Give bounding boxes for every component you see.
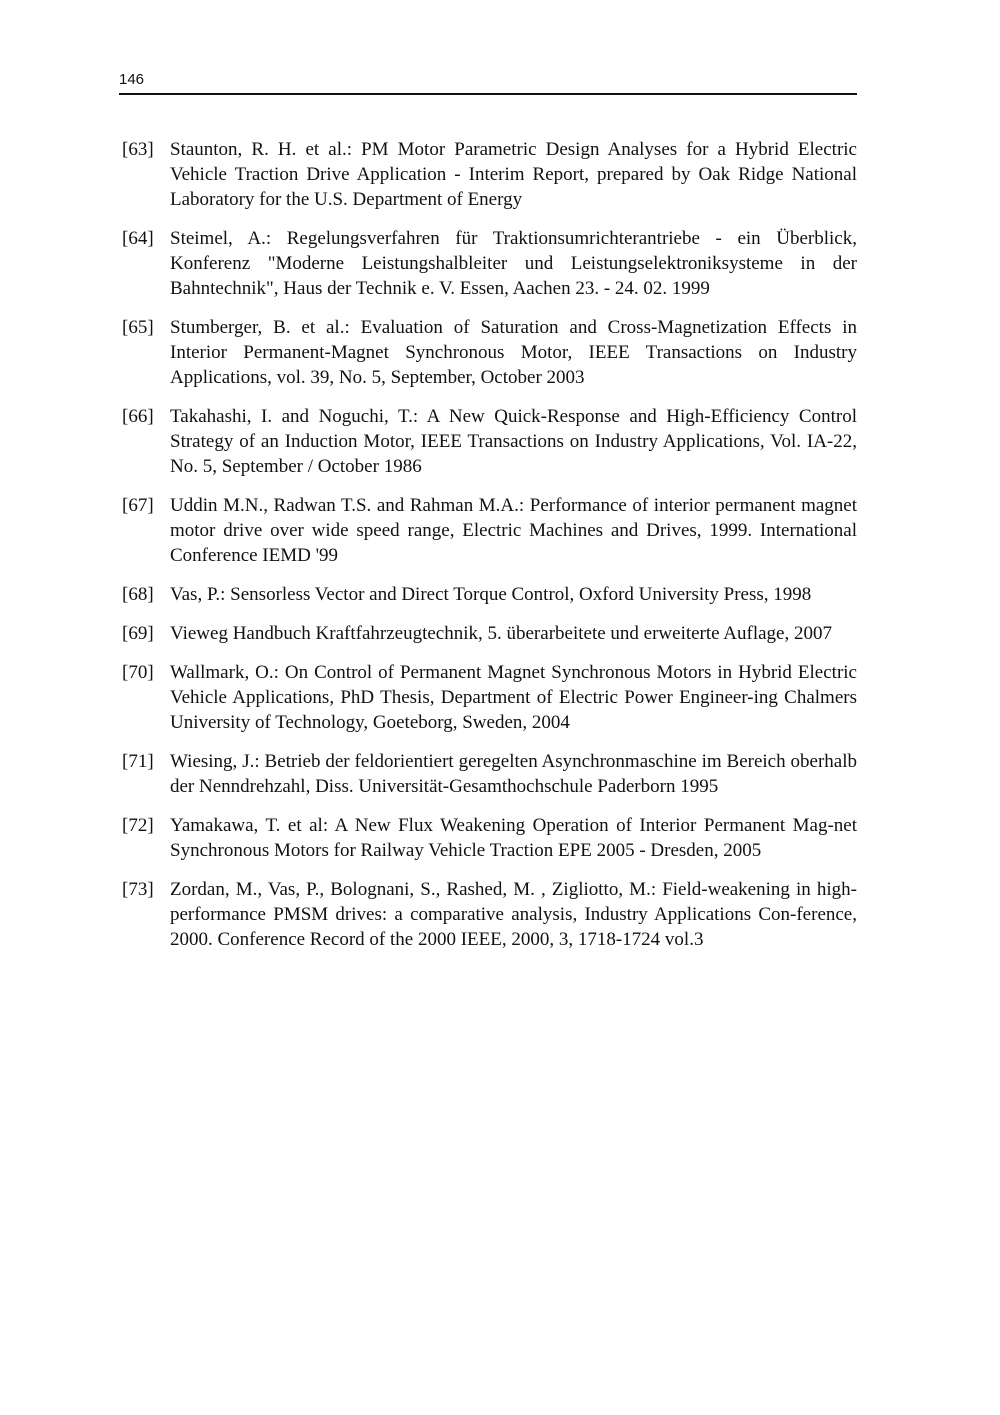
reference-item: [122, 660, 857, 735]
reference-label: [70]: [122, 662, 154, 683]
reference-label: [72]: [122, 815, 154, 836]
reference-item: [122, 137, 857, 212]
reference-text: Vieweg Handbuch Kraftfahrzeugtechnik, 5. überarbeitete und erweiterte Auflage, 2007: [170, 623, 832, 644]
reference-label: [65]: [122, 317, 154, 338]
reference-text: Stumberger, B. et al.: Evaluation of Saturation and Cross-Magnetization Effects in Interior Permanent-Magnet Synchronous Motor, IEEE Transactions on Industry Applications, vol. 39, No. 5, September, October 2003: [170, 317, 857, 388]
reference-label: [66]: [122, 406, 154, 427]
reference-item: [122, 877, 857, 952]
reference-item: [122, 621, 857, 646]
reference-text: Zordan, M., Vas, P., Bolognani, S., Rashed, M. , Zigliotto, M.: Field-weakening in high-performance PMSM drives: a comparative analysis, Industry Applications Con-ference, 2000. Conference Record of the 2000 IEEE, 2000, 3, 1718-1724 vol.3: [170, 879, 857, 950]
reference-text: Wallmark, O.: On Control of Permanent Magnet Synchronous Motors in Hybrid Electric Vehicle Applications, PhD Thesis, Department of Electric Power Engineer-ing Chalmers University of Technology, Goeteborg, Sweden, 2004: [170, 662, 857, 733]
reference-label: [71]: [122, 751, 154, 772]
header-rule: [119, 93, 857, 95]
reference-item: [122, 813, 857, 863]
reference-item: [122, 315, 857, 390]
reference-label: [64]: [122, 228, 154, 249]
reference-item: [122, 493, 857, 568]
reference-item: [122, 226, 857, 301]
reference-label: [67]: [122, 495, 154, 516]
reference-label: [69]: [122, 623, 154, 644]
reference-text: Wiesing, J.: Betrieb der feldorientiert geregelten Asynchronmaschine im Bereich oberhalb der Nenndrehzahl, Diss. Universität-Gesamthochschule Paderborn 1995: [170, 751, 857, 797]
page-number: 146: [119, 71, 145, 88]
reference-label: [63]: [122, 139, 154, 160]
reference-text: Yamakawa, T. et al: A New Flux Weakening Operation of Interior Permanent Mag-net Synchronous Motors for Railway Vehicle Traction EPE 2005 - Dresden, 2005: [170, 815, 857, 861]
reference-text: Steimel, A.: Regelungsverfahren für Traktionsumrichterantriebe - ein Überblick, Konferenz "Moderne Leistungshalbleiter und Leistungselektroniksysteme in der Bahntechnik", Haus der Technik e. V. Essen, Aachen 23. - 24. 02. 1999: [170, 228, 857, 299]
reference-item: [122, 582, 857, 607]
reference-text: Vas, P.: Sensorless Vector and Direct Torque Control, Oxford University Press, 1998: [170, 584, 812, 605]
reference-text: Staunton, R. H. et al.: PM Motor Parametric Design Analyses for a Hybrid Electric Vehicle Traction Drive Application - Interim Report, prepared by Oak Ridge National Laboratory for the U.S. Department of Energy: [170, 139, 857, 210]
reference-label: [73]: [122, 879, 154, 900]
reference-text: Uddin M.N., Radwan T.S. and Rahman M.A.: Performance of interior permanent magnet motor drive over wide speed range, Electric Machines and Drives, 1999. International Conference IEMD '99: [170, 495, 857, 566]
reference-item: [122, 749, 857, 799]
reference-item: [122, 404, 857, 479]
reference-label: [68]: [122, 584, 154, 605]
reference-text: Takahashi, I. and Noguchi, T.: A New Quick-Response and High-Efficiency Control Strategy of an Induction Motor, IEEE Transactions on Industry Applications, Vol. IA-22, No. 5, September / October 1986: [170, 406, 857, 477]
reference-list: [122, 137, 857, 966]
